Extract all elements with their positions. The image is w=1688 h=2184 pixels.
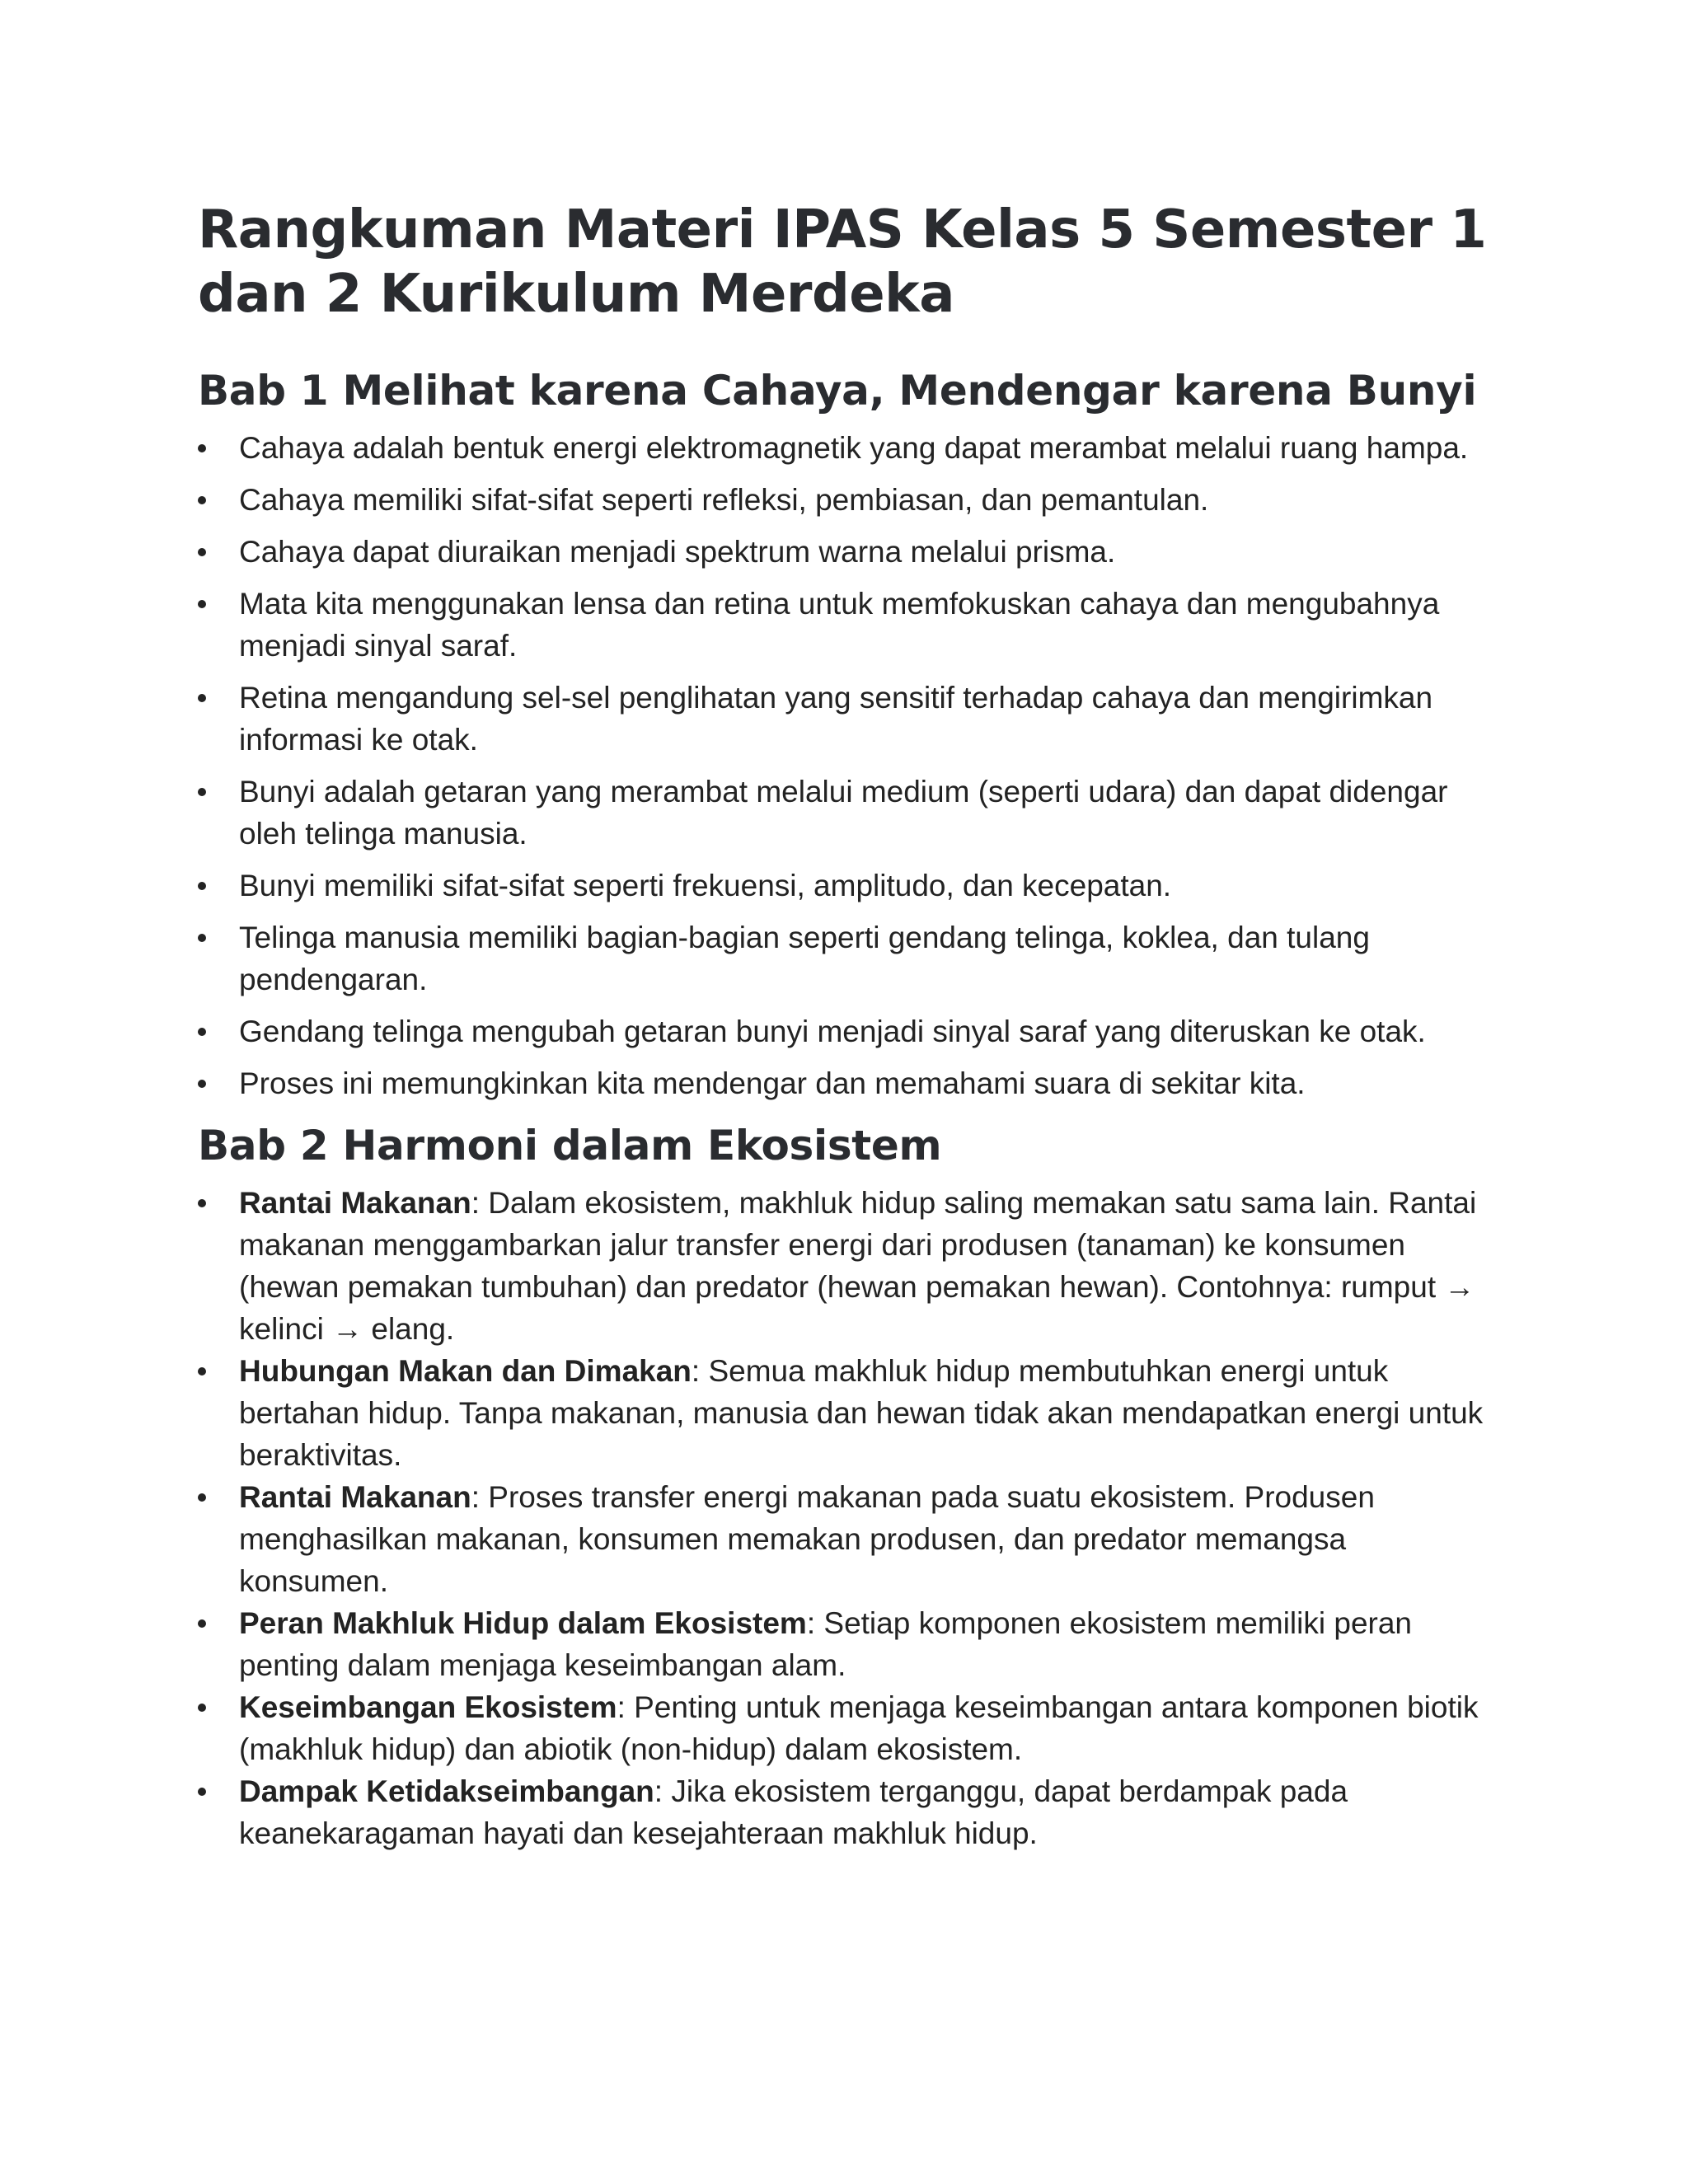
- list-item-term: Dampak Ketidakseimbangan: [239, 1774, 654, 1809]
- bullet-icon: [198, 788, 206, 796]
- list-item: [198, 479, 1500, 521]
- list-item: [198, 1062, 1500, 1104]
- list-item: [198, 677, 1500, 761]
- section-heading-bab-2: Bab 2 Harmoni dalam Ekosistem: [198, 1122, 942, 1170]
- list-item-text: : Dalam ekosistem, makhluk hidup saling memakan satu sama lain. Rantai makanan menggambarkan jalur transfer energi dari produsen (tanaman) ke konsumen (hewan pemakan tumbuhan) dan predator (hewan pemakan hewan). Contohnya: rumput → kelinci → elang.: [239, 1186, 1477, 1347]
- bullet-icon: [198, 934, 206, 942]
- list-item-text: Mata kita menggunakan lensa dan retina untuk memfokuskan cahaya dan mengubahnya menjadi sinyal saraf.: [239, 587, 1440, 663]
- bullet-icon: [198, 694, 206, 702]
- list-item-text: Bunyi adalah getaran yang merambat melalui medium (seperti udara) dan dapat didengar oleh telinga manusia.: [239, 775, 1448, 851]
- list-item-text: Bunyi memiliki sifat-sifat seperti frekuensi, amplitudo, dan kecepatan.: [239, 869, 1172, 903]
- list-item-text: : Jika ekosistem terganggu, dapat berdampak pada keanekaragaman hayati dan kesejahteraan makhluk hidup.: [239, 1774, 1348, 1851]
- list-item-term: Keseimbangan Ekosistem: [239, 1690, 617, 1725]
- list-item: [198, 1770, 1500, 1854]
- list-item-text: Cahaya adalah bentuk energi elektromagnetik yang dapat merambat melalui ruang hampa.: [239, 431, 1469, 466]
- list-item: [198, 1350, 1500, 1476]
- bullet-icon: [198, 1704, 206, 1712]
- list-item: [198, 427, 1500, 469]
- bullet-icon: [198, 496, 206, 504]
- bullet-icon: [198, 882, 206, 890]
- section-list-bab-2: [198, 1182, 1500, 1854]
- list-item: [198, 1476, 1500, 1602]
- list-item-text: Cahaya memiliki sifat-sifat seperti refleksi, pembiasan, dan pemantulan.: [239, 483, 1209, 518]
- document-title: Rangkuman Materi IPAS Kelas 5 Semester 1 dan 2 Kurikulum Merdeka: [198, 199, 1487, 326]
- list-item-term: Hubungan Makan dan Dimakan: [239, 1354, 692, 1389]
- list-item: [198, 1602, 1500, 1686]
- list-item-text: Cahaya dapat diuraikan menjadi spektrum warna melalui prisma.: [239, 535, 1116, 569]
- list-item: [198, 916, 1500, 1001]
- bullet-icon: [198, 1080, 206, 1088]
- bullet-icon: [198, 548, 206, 556]
- list-item-text: : Penting untuk menjaga keseimbangan antara komponen biotik (makhluk hidup) dan abiotik (non-hidup) dalam ekosistem.: [239, 1690, 1479, 1767]
- bullet-icon: [198, 1367, 206, 1376]
- list-item-term: Rantai Makanan: [239, 1186, 471, 1221]
- list-item: [198, 1182, 1500, 1350]
- bullet-icon: [198, 1788, 206, 1796]
- list-item-text: : Proses transfer energi makanan pada suatu ekosistem. Produsen menghasilkan makanan, konsumen memakan produsen, dan predator memangsa konsumen.: [239, 1480, 1375, 1599]
- list-item-text: : Semua makhluk hidup membutuhkan energi untuk bertahan hidup. Tanpa makanan, manusia dan hewan tidak akan mendapatkan energi untuk beraktivitas.: [239, 1354, 1484, 1473]
- list-item-term: Rantai Makanan: [239, 1480, 471, 1515]
- list-item-text: Gendang telinga mengubah getaran bunyi menjadi sinyal saraf yang diteruskan ke otak.: [239, 1015, 1426, 1049]
- bullet-icon: [198, 1493, 206, 1502]
- list-item-text: : Setiap komponen ekosistem memiliki peran penting dalam menjaga keseimbangan alam.: [239, 1606, 1412, 1683]
- section-list-bab-1: [198, 427, 1500, 1104]
- bullet-icon: [198, 1028, 206, 1036]
- list-item: [198, 531, 1500, 573]
- bullet-icon: [198, 600, 206, 608]
- list-item: [198, 1010, 1500, 1052]
- list-item-text: Telinga manusia memiliki bagian-bagian seperti gendang telinga, koklea, dan tulang pendengaran.: [239, 921, 1370, 997]
- list-item-text: Retina mengandung sel-sel penglihatan yang sensitif terhadap cahaya dan mengirimkan informasi ke otak.: [239, 681, 1433, 757]
- list-item-text: Proses ini memungkinkan kita mendengar dan memahami suara di sekitar kita.: [239, 1066, 1306, 1101]
- list-item: [198, 865, 1500, 907]
- section-heading-bab-1: Bab 1 Melihat karena Cahaya, Mendengar karena Bunyi: [198, 367, 1477, 415]
- list-item: [198, 771, 1500, 855]
- bullet-icon: [198, 1619, 206, 1628]
- bullet-icon: [198, 1199, 206, 1207]
- list-item: [198, 583, 1500, 667]
- list-item: [198, 1686, 1500, 1770]
- document-page: [198, 198, 1500, 1854]
- bullet-icon: [198, 444, 206, 452]
- list-item-term: Peran Makhluk Hidup dalam Ekosistem: [239, 1606, 807, 1641]
